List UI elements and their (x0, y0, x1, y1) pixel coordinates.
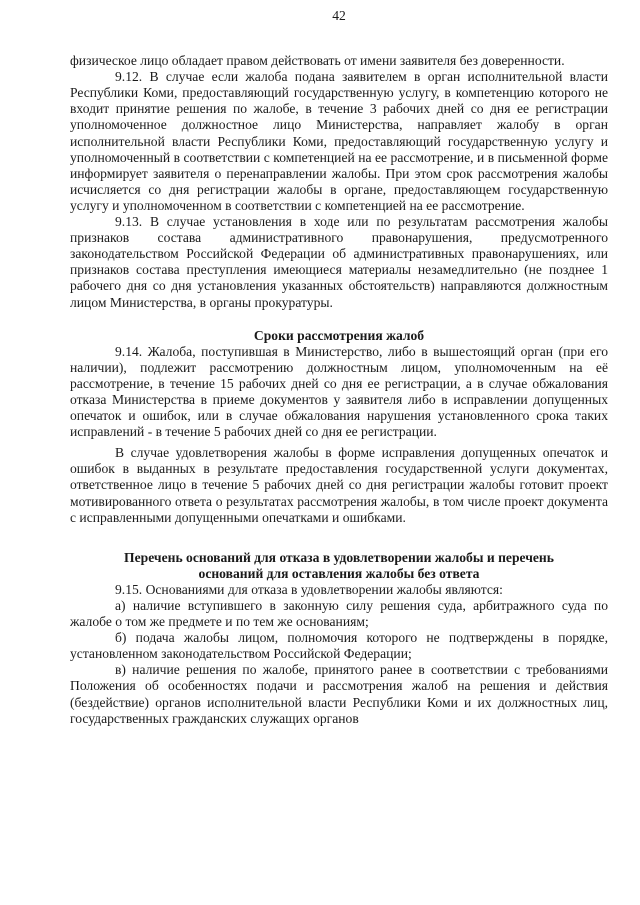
section-heading-refusal-grounds (70, 550, 608, 582)
paragraph-9-14: 9.14. Жалоба, поступившая в Министерство, либо в вышестоящий орган (при его наличии), подлежит рассмотрению должностным лицом, уполномоченным на её рассмотрение, в течение 15 рабочих дней со дня ее регистрации, а в случае обжалования отказа Министерства в приеме документов у заявителя либо в исправлении допущенных опечаток и ошибок, или в случае обжалования нарушения установленного срока таких исправлений - в течение 5 рабочих дней со дня ее регистрации. (70, 343, 608, 440)
page-number: 42 (332, 8, 346, 23)
section-heading-refusal-grounds-line-2: оснований для оставления жалобы без ответа (198, 565, 480, 581)
section-heading-refusal-grounds-line-1: Перечень оснований для отказа в удовлетворении жалобы и перечень (124, 549, 554, 565)
list-item-a: а) наличие вступившего в законную силу решения суда, арбитражного суда по жалобе о том же предмете и по тем же основаниям; (70, 598, 608, 630)
paragraph-satisfaction-case: В случае удовлетворения жалобы в форме исправления допущенных опечаток и ошибок в выданных в результате предоставления государственной услуги документах, ответственное лицо в течение 5 рабочих дней со дня регистрации жалобы готовит проект мотивированного ответа о результатах рассмотрения жалобы, в том числе проект документа с исправленными допущенными опечатками и ошибками. (70, 445, 608, 525)
section-heading-review-terms: Сроки рассмотрения жалоб (253, 327, 425, 343)
paragraph-9-15: 9.15. Основаниями для отказа в удовлетворении жалобы являются: (115, 581, 503, 597)
list-item-b: б) подача жалобы лицом, полномочия которого не подтверждены в порядке, установленном законодательством Российской Федерации; (70, 630, 608, 662)
paragraph-continuation: физическое лицо обладает правом действовать от имени заявителя без доверенности. (70, 53, 565, 69)
paragraph-9-13: 9.13. В случае установления в ходе или по результатам рассмотрения жалобы признаков состава административного правонарушения, предусмотренного законодательством Российской Федерации об административных правонарушениях, или признаков состава преступления имеющиеся материалы незамедлительно (не позднее 1 рабочего дня со дня установления указанных обстоятельств) направляются должностным лицом Министерства, в органы прокуратуры. (70, 214, 608, 310)
paragraph-9-12: 9.12. В случае если жалоба подана заявителем в орган исполнительной власти Республики Коми, предоставляющий государственную услугу, в компетенцию которого не входит принятие решения по жалобе, в течение 3 рабочих дней со дня ее регистрации уполномоченное должностное лицо Министерства, направляет жалобу в орган исполнительной власти Республики Коми, предоставляющий государственную услугу и уполномоченный в соответствии с компетенцией на ее рассмотрение, и в письменной форме информирует заявителя о перенаправлении жалобы. При этом срок рассмотрения жалобы исчисляется со дня регистрации жалобы в органе, предоставляющем государственную услугу и уполномоченном в соответствии с компетенцией на ее рассмотрение. (70, 69, 608, 213)
list-item-c: в) наличие решения по жалобе, принятого ранее в соответствии с требованиями Положения об особенностях подачи и рассмотрения жалоб на решения и действия (бездействие) органов исполнительной власти Республики Коми и их должностных лиц, государственных гражданских служащих органов (70, 662, 608, 726)
